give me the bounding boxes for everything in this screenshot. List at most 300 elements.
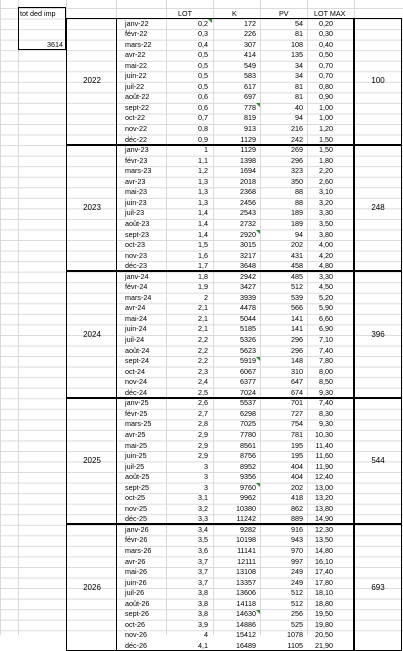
month-cell: oct-22 — [125, 113, 145, 123]
month-cell: août-23 — [125, 218, 150, 228]
pv-cell: 256 — [291, 609, 303, 619]
month-cell: janv-25 — [125, 398, 149, 408]
k-cell: 10380 — [236, 503, 256, 513]
lot-cell: 2,5 — [198, 387, 208, 397]
k-cell: 13108 — [236, 567, 256, 577]
k-cell: 2543 — [240, 208, 256, 218]
lot-cell: 2,2 — [198, 335, 208, 344]
lot-max-cell: 0,70 — [319, 60, 333, 70]
lot-max-cell: 9,30 — [319, 419, 333, 429]
month-cell: sept-25 — [125, 482, 149, 492]
lot-cell: 1,7 — [198, 261, 208, 271]
month-cell: sept-26 — [125, 609, 149, 619]
lot-cell: 0,5 — [198, 50, 208, 60]
pv-cell: 418 — [291, 493, 303, 503]
k-cell: 11242 — [236, 514, 256, 524]
month-cell: août-26 — [125, 598, 150, 608]
lot-cell: 3,8 — [198, 598, 208, 608]
k-cell: 13357 — [236, 577, 256, 587]
lot-max-cell: 10,30 — [315, 429, 333, 439]
month-cell: déc-26 — [125, 640, 147, 650]
lot-cell: 2,2 — [198, 356, 208, 366]
lot-cell: 3,3 — [198, 514, 208, 524]
lot-cell: 3,1 — [198, 493, 208, 503]
lot-max-cell: 7,40 — [319, 345, 333, 355]
lot-max-cell: 20,50 — [315, 630, 333, 640]
lot-cell: 3,2 — [198, 503, 208, 513]
month-cell: févr-24 — [125, 282, 148, 292]
lot-cell: 0,8 — [198, 124, 208, 133]
lot-max-cell: 14,90 — [315, 514, 333, 524]
lot-max-cell: 0,30 — [319, 29, 333, 39]
year-label: 2024 — [83, 329, 101, 339]
month-cell: avr-24 — [125, 303, 146, 313]
k-cell: 4478 — [240, 303, 256, 313]
pv-cell: 970 — [291, 546, 303, 555]
pv-cell: 862 — [291, 503, 303, 513]
pv-cell: 141 — [291, 324, 303, 334]
k-cell: 2456 — [240, 197, 256, 207]
lot-max-cell: 3,30 — [319, 271, 333, 281]
pv-cell: 54 — [295, 18, 303, 28]
month-cell: oct-23 — [125, 240, 145, 250]
lot-max-cell: 19,80 — [315, 619, 333, 629]
k-cell: 5326 — [240, 335, 256, 344]
pv-cell: 296 — [291, 155, 303, 165]
pv-cell: 525 — [291, 619, 303, 629]
lot-max-cell: 11,90 — [315, 461, 333, 471]
k-cell: 583 — [244, 71, 256, 81]
k-cell: 1129 — [240, 134, 256, 144]
lot-max-cell: 0,20 — [319, 18, 333, 28]
lot-max-year-value: 100 — [371, 76, 385, 86]
month-cell: août-24 — [125, 345, 150, 355]
lot-max-cell: 7,10 — [319, 335, 333, 344]
k-cell: 8756 — [240, 451, 256, 461]
month-cell: juil-23 — [125, 208, 145, 218]
k-cell: 414 — [244, 50, 256, 60]
lot-max-cell: 8,00 — [319, 366, 333, 376]
k-cell: 2732 — [240, 218, 256, 228]
lot-cell: 1,1 — [198, 155, 208, 165]
year-label: 2023 — [83, 202, 101, 212]
pv-cell: 269 — [291, 145, 303, 155]
k-cell: 2942 — [240, 271, 256, 281]
k-cell: 5919 — [240, 356, 256, 366]
lot-max-cell: 6,90 — [319, 324, 333, 334]
lot-cell: 2,7 — [198, 408, 208, 418]
lot-cell: 3,7 — [198, 556, 208, 566]
month-cell: mars-24 — [125, 292, 152, 302]
pv-cell: 296 — [291, 345, 303, 355]
month-cell: mai-22 — [125, 60, 147, 70]
month-cell: août-22 — [125, 92, 150, 102]
k-cell: 3015 — [240, 240, 256, 250]
k-cell: 5044 — [240, 313, 256, 323]
lot-max-cell: 12,30 — [315, 524, 333, 534]
k-cell: 8952 — [240, 461, 256, 471]
k-cell: 172 — [244, 18, 256, 28]
lot-cell: 0,5 — [198, 71, 208, 81]
month-cell: déc-25 — [125, 514, 147, 524]
lot-cell: 0,7 — [198, 113, 208, 123]
month-cell: avr-22 — [125, 50, 146, 60]
k-cell: 8561 — [240, 440, 256, 450]
pv-cell: 997 — [291, 556, 303, 566]
month-cell: mars-23 — [125, 166, 152, 176]
lot-max-cell: 2,20 — [319, 166, 333, 176]
pv-cell: 539 — [291, 292, 303, 302]
k-cell: 9356 — [240, 472, 256, 482]
lot-max-cell: 17,40 — [315, 567, 333, 577]
month-cell: mai-25 — [125, 440, 147, 450]
month-cell: juil-25 — [125, 461, 145, 471]
k-cell: 5537 — [240, 398, 256, 408]
lot-cell: 2,9 — [198, 440, 208, 450]
month-cell: mai-24 — [125, 313, 147, 323]
lot-max-cell: 11,60 — [315, 451, 333, 461]
pv-cell: 404 — [291, 472, 303, 482]
k-cell: 11141 — [237, 546, 256, 555]
lot-max-cell: 16,10 — [315, 556, 333, 566]
k-cell: 9282 — [240, 524, 256, 534]
k-cell: 1694 — [240, 166, 256, 176]
lot-max-cell: 1,80 — [319, 155, 333, 165]
pv-cell: 88 — [295, 197, 303, 207]
month-cell: mai-23 — [125, 187, 147, 197]
pv-cell: 310 — [291, 366, 303, 376]
month-cell: nov-25 — [125, 503, 147, 513]
year-separator — [116, 271, 117, 398]
lot-max-cell: 1,50 — [319, 145, 333, 155]
pv-cell: 242 — [291, 134, 303, 144]
year-label: 2022 — [83, 76, 101, 86]
month-cell: janv-26 — [125, 524, 149, 534]
k-cell: 7024 — [240, 387, 256, 397]
k-cell: 913 — [244, 124, 256, 133]
pv-cell: 754 — [291, 419, 303, 429]
pv-cell: 189 — [291, 208, 303, 218]
month-cell: oct-26 — [125, 619, 145, 629]
pv-cell: 296 — [291, 335, 303, 344]
lot-cell: 3,9 — [198, 619, 208, 629]
lot-cell: 2,1 — [198, 324, 208, 334]
lot-max-cell: 21,90 — [315, 640, 333, 650]
month-cell: janv-23 — [125, 145, 149, 155]
lot-cell: 1,3 — [198, 197, 208, 207]
lot-max-cell: 3,20 — [319, 197, 333, 207]
green-triangle-icon — [256, 483, 260, 487]
lot-max-cell: 1,00 — [319, 102, 333, 112]
k-cell: 617 — [244, 81, 256, 91]
month-cell: avr-23 — [125, 176, 146, 186]
pv-cell: 485 — [291, 271, 303, 281]
lot-cell: 2,9 — [198, 429, 208, 439]
lot-cell: 2,2 — [198, 345, 208, 355]
month-cell: juil-22 — [125, 81, 145, 91]
month-cell: juin-26 — [125, 577, 147, 587]
lot-max-cell: 13,20 — [315, 493, 333, 503]
lot-cell: 1,9 — [198, 282, 208, 292]
k-cell: 12111 — [237, 556, 256, 566]
pv-cell: 189 — [291, 218, 303, 228]
k-cell: 14886 — [236, 619, 256, 629]
month-cell: juin-22 — [125, 71, 147, 81]
lot-cell: 1,2 — [198, 166, 208, 176]
lot-max-cell: 8,30 — [319, 408, 333, 418]
summary-label: tot ded imp — [20, 9, 56, 18]
year-separator — [116, 145, 117, 272]
k-cell: 226 — [244, 29, 256, 39]
pv-cell: 81 — [295, 81, 303, 91]
lot-max-year-value: 544 — [371, 456, 385, 466]
month-cell: déc-22 — [125, 134, 147, 144]
lot-cell: 0,5 — [198, 81, 208, 91]
lot-cell: 0,6 — [198, 102, 208, 112]
k-cell: 3939 — [240, 292, 256, 302]
lot-max-cell: 3,10 — [319, 187, 333, 197]
k-cell: 7025 — [240, 419, 256, 429]
lot-max-cell: 2,60 — [319, 176, 333, 186]
grid-line — [18, 0, 19, 635]
pv-cell: 108 — [291, 39, 303, 49]
lot-cell: 4 — [204, 630, 208, 640]
header-k: K — [232, 9, 237, 18]
year-separator — [116, 398, 117, 525]
pv-cell: 943 — [291, 535, 303, 545]
k-cell: 13606 — [236, 588, 256, 598]
pv-cell: 195 — [291, 440, 303, 450]
month-cell: juin-24 — [125, 324, 147, 334]
pv-cell: 566 — [291, 303, 303, 313]
k-cell: 697 — [244, 92, 256, 102]
year-label: 2026 — [83, 582, 101, 592]
month-cell: sept-24 — [125, 356, 149, 366]
month-cell: août-25 — [125, 472, 150, 482]
lot-max-cell: 6,60 — [319, 313, 333, 323]
month-cell: nov-23 — [125, 250, 147, 260]
month-cell: juin-25 — [125, 451, 147, 461]
year-separator — [116, 18, 117, 145]
lot-max-cell: 3,80 — [319, 229, 333, 239]
lot-cell: 0,5 — [198, 60, 208, 70]
header-pv: PV — [279, 9, 289, 18]
pv-cell: 916 — [291, 524, 303, 534]
pv-cell: 88 — [295, 187, 303, 197]
pv-cell: 323 — [291, 166, 303, 176]
lot-cell: 3,5 — [198, 535, 208, 545]
pv-cell: 512 — [291, 588, 303, 598]
pv-cell: 512 — [291, 282, 303, 292]
k-cell: 2920 — [240, 229, 256, 239]
lot-max-cell: 17,80 — [315, 577, 333, 587]
lot-cell: 1,4 — [198, 218, 208, 228]
lot-cell: 1,4 — [198, 229, 208, 239]
lot-max-cell: 1,20 — [319, 124, 333, 133]
lot-cell: 2,9 — [198, 451, 208, 461]
pv-cell: 94 — [295, 229, 303, 239]
lot-max-cell: 8,50 — [319, 377, 333, 387]
pv-cell: 40 — [295, 102, 303, 112]
lot-max-cell: 13,80 — [315, 503, 333, 513]
month-cell: nov-24 — [125, 377, 147, 387]
lot-cell: 1,4 — [198, 208, 208, 218]
k-cell: 9962 — [240, 493, 256, 503]
lot-cell: 4,1 — [198, 640, 208, 650]
month-cell: févr-23 — [125, 155, 148, 165]
lot-max-cell: 4,50 — [319, 282, 333, 292]
month-cell: avr-26 — [125, 556, 146, 566]
lot-max-cell: 18,10 — [315, 588, 333, 598]
lot-cell: 1,5 — [198, 240, 208, 250]
k-cell: 2018 — [240, 176, 256, 186]
k-cell: 2368 — [240, 187, 256, 197]
green-triangle-icon — [256, 230, 260, 234]
lot-max-cell: 0,70 — [319, 71, 333, 81]
pv-cell: 249 — [291, 577, 303, 587]
month-cell: oct-25 — [125, 493, 145, 503]
k-cell: 778 — [244, 102, 256, 112]
month-cell: mars-26 — [125, 546, 152, 555]
k-cell: 5623 — [240, 345, 256, 355]
k-cell: 14118 — [236, 598, 256, 608]
pv-cell: 141 — [291, 313, 303, 323]
month-cell: nov-26 — [125, 630, 147, 640]
year-separator — [116, 524, 117, 651]
pv-cell: 195 — [291, 451, 303, 461]
lot-max-cell: 0,90 — [319, 92, 333, 102]
k-cell: 9760 — [240, 482, 256, 492]
k-cell: 6377 — [240, 377, 256, 387]
pv-cell: 1105 — [287, 640, 303, 650]
lot-cell: 2,8 — [198, 419, 208, 429]
lot-max-cell: 0,50 — [319, 50, 333, 60]
lot-max-year-value: 693 — [371, 582, 385, 592]
lot-cell: 2 — [204, 292, 208, 302]
k-cell: 1129 — [240, 145, 256, 155]
lot-cell: 2,6 — [198, 398, 208, 408]
lot-cell: 2,4 — [198, 377, 208, 387]
lot-cell: 3,8 — [198, 588, 208, 598]
green-triangle-icon — [256, 103, 260, 107]
lot-max-cell: 4,20 — [319, 250, 333, 260]
lot-cell: 3,4 — [198, 524, 208, 534]
pv-cell: 1078 — [287, 630, 303, 640]
month-cell: janv-24 — [125, 271, 149, 281]
k-cell: 10198 — [236, 535, 256, 545]
green-triangle-icon — [208, 19, 212, 23]
lot-max-cell: 12,40 — [315, 472, 333, 482]
k-cell: 3648 — [240, 261, 256, 271]
lot-cell: 0,9 — [198, 134, 208, 144]
pv-cell: 135 — [291, 50, 303, 60]
lot-cell: 3 — [204, 482, 208, 492]
lot-max-cell: 11,40 — [315, 440, 333, 450]
k-cell: 3217 — [240, 250, 256, 260]
pv-cell: 148 — [291, 356, 303, 366]
pv-cell: 216 — [291, 124, 303, 133]
pv-cell: 727 — [291, 408, 303, 418]
month-cell: juil-24 — [125, 335, 145, 344]
lot-max-cell: 19,50 — [315, 609, 333, 619]
lot-max-cell: 1,00 — [319, 113, 333, 123]
lot-cell: 3,7 — [198, 577, 208, 587]
month-cell: déc-23 — [125, 261, 147, 271]
pv-cell: 512 — [291, 598, 303, 608]
summary-box[interactable] — [18, 7, 66, 50]
lot-max-cell: 1,50 — [319, 134, 333, 144]
lot-max-cell: 0,80 — [319, 81, 333, 91]
lot-cell: 0,6 — [198, 92, 208, 102]
k-cell: 6067 — [240, 366, 256, 376]
pv-cell: 81 — [295, 92, 303, 102]
lot-max-year-value: 248 — [371, 202, 385, 212]
lot-cell: 0,4 — [198, 39, 208, 49]
month-cell: avr-25 — [125, 429, 146, 439]
pv-cell: 431 — [291, 250, 303, 260]
month-cell: févr-25 — [125, 408, 148, 418]
pv-cell: 350 — [291, 176, 303, 186]
lot-cell: 1,3 — [198, 176, 208, 186]
pv-cell: 94 — [295, 113, 303, 123]
lot-max-cell: 13,00 — [315, 482, 333, 492]
k-cell: 3427 — [240, 282, 256, 292]
month-cell: sept-23 — [125, 229, 149, 239]
month-cell: mars-22 — [125, 39, 152, 49]
lot-max-cell: 4,80 — [319, 261, 333, 271]
month-cell: mars-25 — [125, 419, 152, 429]
lot-max-cell: 5,90 — [319, 303, 333, 313]
month-cell: juil-26 — [125, 588, 145, 598]
k-cell: 7780 — [240, 429, 256, 439]
lot-cell: 3 — [204, 472, 208, 482]
month-cell: nov-22 — [125, 124, 147, 133]
lot-cell: 2,1 — [198, 303, 208, 313]
lot-cell: 0,2 — [198, 18, 208, 28]
pv-cell: 202 — [291, 240, 303, 250]
k-cell: 819 — [244, 113, 256, 123]
pv-cell: 249 — [291, 567, 303, 577]
pv-cell: 674 — [291, 387, 303, 397]
lot-max-cell: 4,00 — [319, 240, 333, 250]
k-cell: 549 — [244, 60, 256, 70]
lot-max-cell: 7,40 — [319, 398, 333, 408]
pv-cell: 781 — [291, 429, 303, 439]
lot-cell: 2,1 — [198, 313, 208, 323]
k-cell: 16489 — [236, 640, 256, 650]
lot-cell: 3,7 — [198, 567, 208, 577]
month-cell: oct-24 — [125, 366, 145, 376]
pv-cell: 202 — [291, 482, 303, 492]
lot-cell: 3 — [204, 461, 208, 471]
month-cell: déc-24 — [125, 387, 147, 397]
green-triangle-icon — [256, 357, 260, 361]
lot-cell: 3,8 — [198, 609, 208, 619]
green-triangle-icon — [256, 610, 260, 614]
pv-cell: 458 — [291, 261, 303, 271]
header-lot: LOT — [178, 9, 192, 18]
lot-cell: 2,3 — [198, 366, 208, 376]
month-cell: mai-26 — [125, 567, 147, 577]
lot-max-cell: 9,30 — [319, 387, 333, 397]
pv-cell: 34 — [295, 71, 303, 81]
pv-cell: 701 — [291, 398, 303, 408]
lot-max-cell: 0,40 — [319, 39, 333, 49]
lot-cell: 3,6 — [198, 546, 208, 555]
month-cell: sept-22 — [125, 102, 149, 112]
lot-max-cell: 13,50 — [315, 535, 333, 545]
month-cell: juin-23 — [125, 197, 147, 207]
